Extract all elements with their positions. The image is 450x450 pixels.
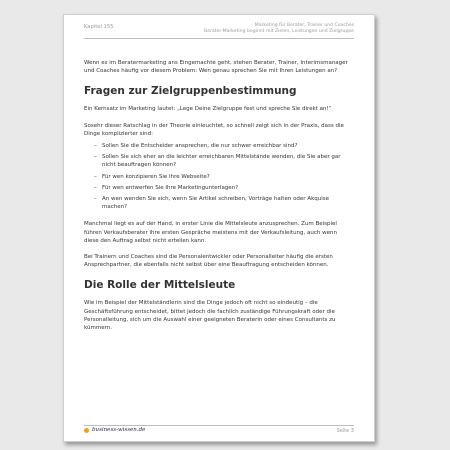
paragraph-rolle: Wie im Beispiel der Mittelständlerin sind die Dinge jedoch oft nicht so eindeutig – die Geschäftsführung entscheidet, bittet jedoch die fachlich zuständige Führungskraft oder die Personalleitung, sich um die Auswahl einer geeigneten Beraterin oder eines Consultants zu kümmern. [84, 300, 336, 332]
section-heading-zielgruppe: Fragen zur Zielgruppenbestimmung [84, 85, 297, 98]
intro-paragraph: Wenn es im Beratermarketing ans Eingemachte geht, stehen Berater, Trainer, Interimsmanager und Coaches häufig vor diesem Problem: Wen genau sprechen Sie mit Ihren Leistungen an? [84, 60, 348, 75]
running-header-subtitle: Berater-Marketing beginnt mit Zielen, Leistungen und Zielgruppe [204, 29, 354, 34]
list-item: – Sollen Sie sich eher an die leichter erreichbaren Mittelstände wenden, die Sie aber gar nicht beauftragen können? [94, 153, 352, 169]
section-heading-mittelsleute: Die Rolle der Mittelsleute [84, 279, 236, 292]
paragraph-trainer: Bei Trainern und Coaches sind die Personalentwickler oder Personalleiter häufig die ersten Ansprechpartner, die ebenfalls nicht selbst über eine Beauftragung entscheiden können. [84, 254, 333, 269]
chapter-label: Kapitel 155 [84, 24, 114, 30]
list-item: – Für wen entwerfen Sie Ihre Marketingunterlagen? [94, 184, 352, 192]
list-item: – Für wen konzipieren Sie Ihre Webseite? [94, 173, 352, 181]
paragraph-ratschlag: Sosehr dieser Ratschlag in der Theorie einleuchtet, so schnell zeigt sich in der Praxis, dass die Dinge komplizierter sind: [84, 122, 344, 137]
header-divider [84, 38, 354, 39]
question-list [84, 142, 352, 211]
logo-text: business-wissen.de [92, 427, 146, 433]
logo-dot-icon [84, 428, 89, 433]
document-page [63, 14, 375, 442]
running-header-title: Marketing für Berater, Trainer und Coaches [254, 23, 354, 28]
footer-logo [84, 427, 145, 433]
footer-divider [84, 425, 354, 426]
paragraph-mittelsleute: Manchmal liegt es auf der Hand, in erster Linie die Mittelsleute anzusprechen. Zum Beispiel führen Verkaufsberater ihre ersten Gespräche meistens mit der Verkaufsleitung, auch wenn diese den Auftrag selbst nicht erteilen kann. [84, 221, 337, 244]
paragraph-kernsatz: Ein Kernsatz im Marketing lautet: „Lege Deine Zielgruppe fest und spreche Sie direkt an!“ [84, 106, 332, 113]
page-number: Seite 3 [336, 428, 354, 434]
list-item: – Sollen Sie die Entscheider ansprechen, die nur schwer erreichbar sind? [94, 142, 352, 150]
running-header [204, 23, 354, 35]
page-content [84, 59, 352, 332]
list-item: – An wen wenden Sie sich, wenn Sie Artikel schreiben, Vorträge halten oder Akquise machen? [94, 195, 352, 211]
